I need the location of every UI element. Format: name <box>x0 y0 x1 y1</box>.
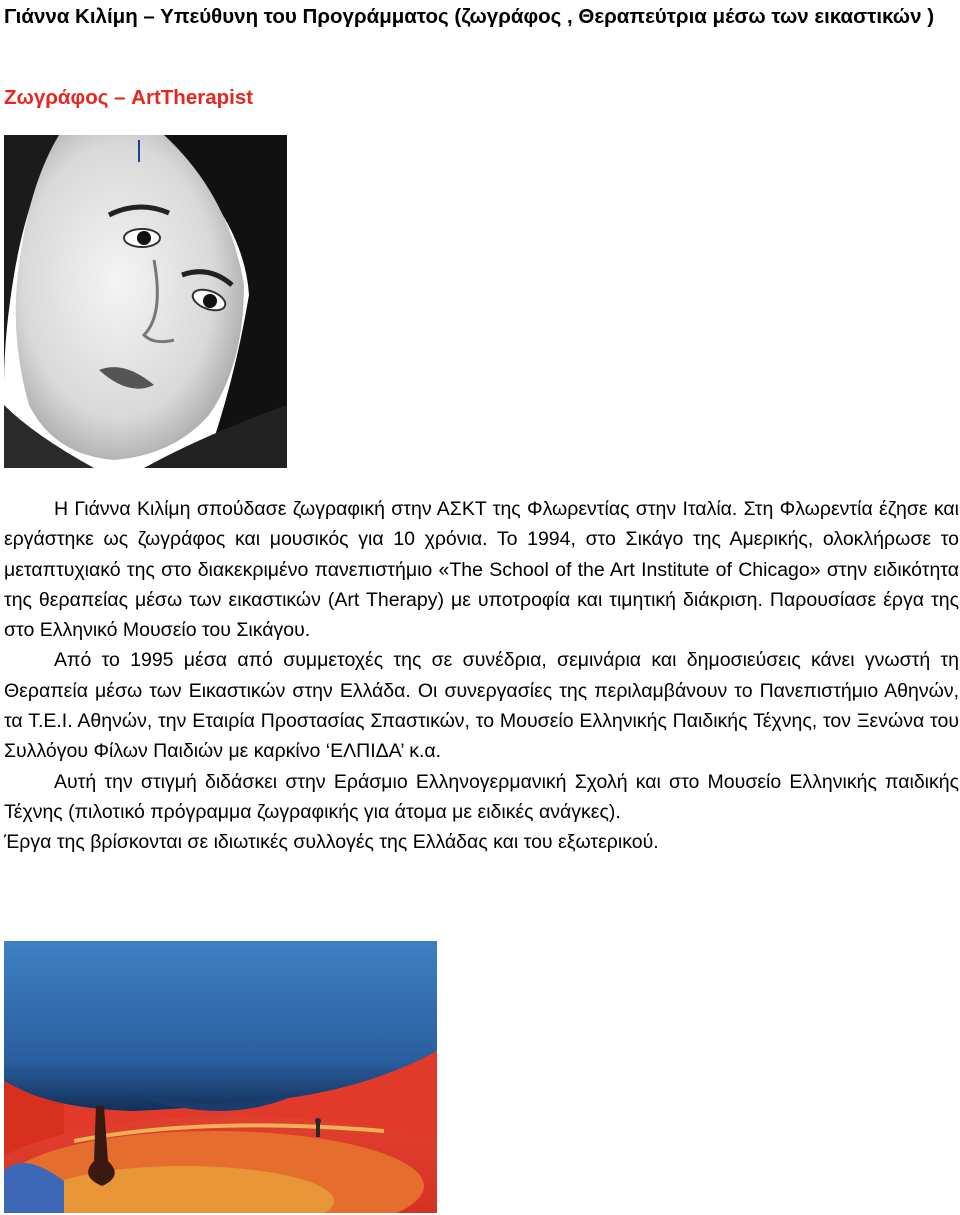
artwork-painting <box>4 941 437 1213</box>
bio-paragraph: Αυτή την στιγμή διδάσκει στην Εράσμιο Ελληνογερμανική Σχολή και στο Μουσείο Ελληνικής παιδικής Τέχνης (πιλοτικό πρόγραμμα ζωγραφικής για άτομα με ειδικές ανάγκες). <box>4 770 959 823</box>
bio-paragraph: Έργα της βρίσκονται σε ιδιωτικές συλλογές της Ελλάδας και του εξωτερικού. <box>4 831 659 854</box>
bio-paragraph: Από το 1995 μέσα από συμμετοχές της σε συνέδρια, σεμινάρια και δημοσιεύσεις κάνει γνωστή τη Θεραπεία μέσω των Εικαστικών στην Ελλάδα. Οι συνεργασίες της περιλαμβάνουν το Πανεπιστήμιο Αθηνών, τα Τ.Ε.Ι. Αθηνών, την Εταιρία Προστασίας Σπαστικών, το Μουσείο Ελληνικής Παιδικής Τέχνης, τον Ξενώνα του Συλλόγου Φίλων Παιδιών με καρκίνο ‘ΕΛΠΙΔΑ’ κ.α. <box>4 649 959 763</box>
subtitle: Ζωγράφος – ArtTherapist <box>4 86 254 109</box>
page-title: Γιάννα Κιλίμη – Υπεύθυνη του Προγράμματος (ζωγράφος , Θεραπεύτρια μέσω των εικαστικών ) <box>4 5 935 28</box>
biography <box>4 494 959 858</box>
portrait-photo <box>4 135 287 468</box>
bio-paragraph: Η Γιάννα Κιλίμη σπούδασε ζωγραφική στην ΑΣΚΤ της Φλωρεντίας στην Ιταλία. Στη Φλωρεντία έζησε και εργάστηκε ως ζωγράφος και μουσικός για 10 χρόνια. Το 1994, στο Σικάγο της Αμερικής, ολοκλήρωσε το μεταπτυχιακό της στο διακεκριμένο πανεπιστήμιο «The School of the Art Institute of Chicago» στην ειδικότητα της θεραπείας μέσω των εικαστικών (Art Therapy) με υποτροφία και τιμητική διάκριση. Παρουσίασε έργα της στο Ελληνικό Μουσείο του Σικάγου. <box>4 498 959 642</box>
